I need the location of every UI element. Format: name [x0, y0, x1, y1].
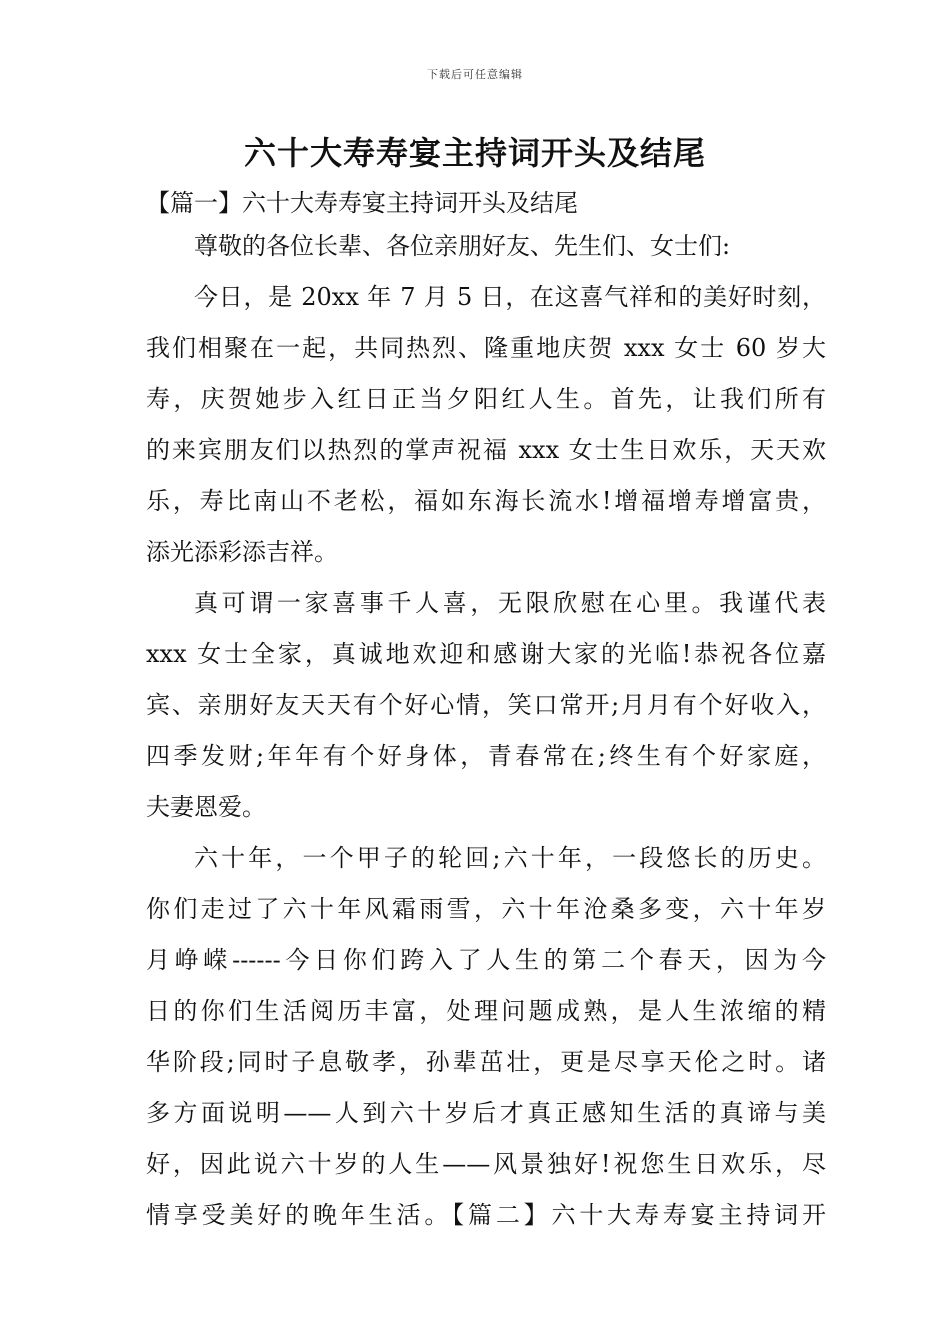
text-line: 添光添彩添吉祥。 [146, 538, 338, 566]
text-line: 今日，是 20xx 年 7 月 5 日，在这喜气祥和的美好时刻， [194, 283, 826, 311]
section-heading: 【篇一】六十大寿寿宴主持词开头及结尾 [146, 189, 578, 217]
text-line: 情享受美好的晚年生活。【篇二】六十大寿寿宴主持词开 [146, 1201, 826, 1229]
document-body [146, 221, 826, 1241]
text-line: 日的你们生活阅历丰富，处理问题成熟，是人生浓缩的精 [146, 997, 826, 1025]
paragraph [146, 833, 826, 1241]
document-title: 六十大寿寿宴主持词开头及结尾 [243, 134, 706, 172]
text-line: 的来宾朋友们以热烈的掌声祝福 xxx 女士生日欢乐，天天欢 [146, 436, 826, 464]
paragraph [146, 221, 826, 272]
text-line: 四季发财;年年有个好身体，青春常在;终生有个好家庭， [146, 742, 826, 770]
text-line: xxx 女士全家，真诚地欢迎和感谢大家的光临!恭祝各位嘉 [146, 640, 826, 668]
text-line: 六十年，一个甲子的轮回;六十年，一段悠长的历史。 [194, 844, 826, 872]
header-note: 下载后可任意编辑 [427, 68, 523, 81]
text-line: 尊敬的各位长辈、各位亲朋好友、先生们、女士们: [194, 232, 731, 260]
text-line: 我们相聚在一起，共同热烈、隆重地庆贺 xxx 女士 60 岁大 [146, 334, 826, 362]
text-line: 好，因此说六十岁的人生——风景独好!祝您生日欢乐，尽 [146, 1150, 826, 1178]
text-line: 华阶段;同时子息敬孝，孙辈茁壮，更是尽享天伦之时。诸 [146, 1048, 826, 1076]
text-line: 寿，庆贺她步入红日正当夕阳红人生。首先，让我们所有 [146, 385, 826, 413]
text-line: 夫妻恩爱。 [146, 793, 266, 821]
text-line: 宾、亲朋好友天天有个好心情，笑口常开;月月有个好收入， [146, 691, 826, 719]
paragraph [146, 578, 826, 833]
text-line: 真可谓一家喜事千人喜，无限欣慰在心里。我谨代表 [194, 589, 826, 617]
text-line: 乐，寿比南山不老松，福如东海长流水!增福增寿增富贵， [146, 487, 826, 515]
text-line: 你们走过了六十年风霜雨雪，六十年沧桑多变，六十年岁 [146, 895, 826, 923]
paragraph [146, 272, 826, 578]
text-line: 多方面说明——人到六十岁后才真正感知生活的真谛与美 [146, 1099, 826, 1127]
text-line: 月峥嵘------今日你们跨入了人生的第二个春天，因为今 [146, 946, 826, 974]
